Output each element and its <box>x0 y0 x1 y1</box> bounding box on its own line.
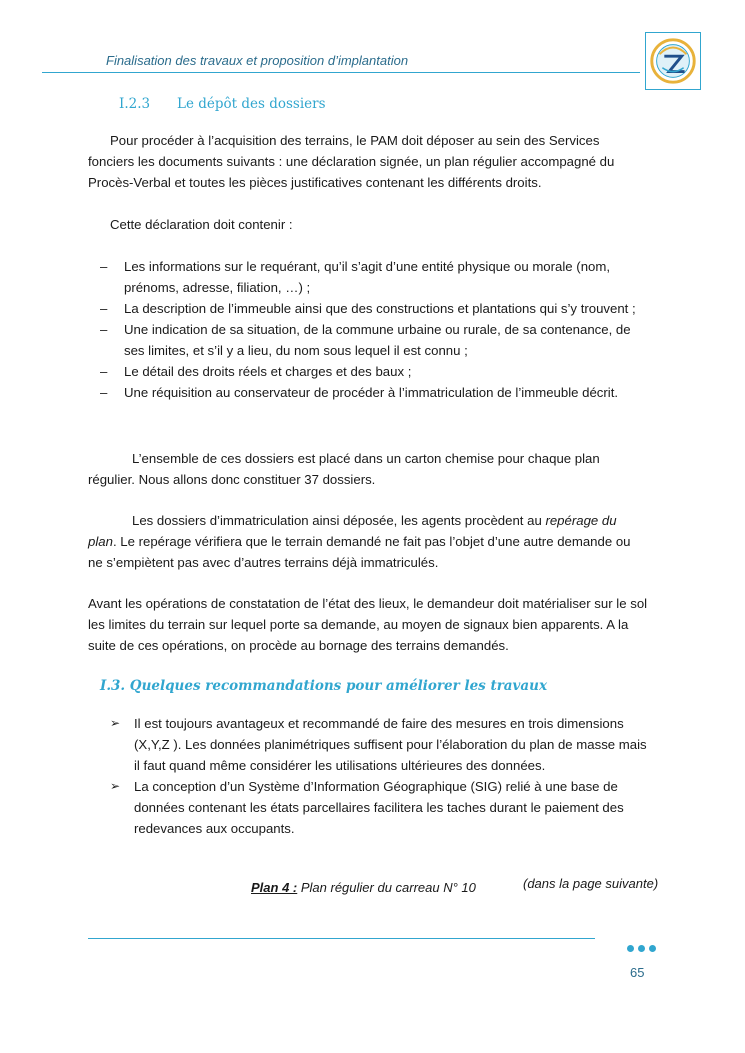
paragraph-bornage: Avant les opérations de constatation de l’état des lieux, le demandeur doit matérialiser sur le sol les limites du terrain sur lequel porte sa demande, au moyen de signaux bien apparents. A la suite de ces opérations, on procède au bornage des terrains demandés. <box>88 596 648 653</box>
list-item: – Les informations sur le requérant, qu’il s’agit d’une entité physique ou morale (nom, prénoms, adresse, filiation, …) ; <box>88 256 648 298</box>
subsection-heading: I.3. Quelques recommandations pour améliorer les travaux <box>100 678 548 694</box>
list-item: – Le détail des droits réels et charges et des baux ; <box>88 361 648 382</box>
dash-bullet-icon: – <box>100 364 108 379</box>
caption-note: (dans la page suivante) <box>523 876 659 891</box>
paragraph-declaration-intro: Cette déclaration doit contenir : <box>110 217 293 232</box>
declaration-contents-list <box>88 256 648 403</box>
section-number: I.2.3 <box>119 96 151 112</box>
caption-label: Plan 4 : <box>251 880 298 895</box>
dash-bullet-icon: – <box>100 385 108 400</box>
section-title: Le dépôt des dossiers <box>177 96 326 112</box>
section-heading <box>119 96 326 112</box>
figure-caption <box>251 880 476 895</box>
arrow-bullet-icon: ➢ <box>110 716 121 730</box>
paragraph-reperage: Les dossiers d’immatriculation ainsi déposée, les agents procèdent au repérage du plan. Le repérage vérifiera que le terrain demandé ne fait pas l’objet d’une autre demande ou ne s’empiètent pas avec d’autres terrains déjà immatriculés. <box>88 513 631 570</box>
dash-bullet-icon: – <box>100 259 108 274</box>
paragraph-dossiers-count: L’ensemble de ces dossiers est placé dans un carton chemise pour chaque plan régulier. Nous allons donc constituer 37 dossiers. <box>88 451 600 487</box>
ellipsis-dots-icon <box>627 945 656 952</box>
arrow-bullet-icon: ➢ <box>110 779 121 793</box>
list-item: – La description de l’immeuble ainsi que des constructions et plantations qui s’y trouvent ; <box>88 298 648 319</box>
list-item: ➢ La conception d’un Système d’Information Géographique (SIG) relié à une base de données contenant les états parcellaires facilitera les taches durant le paiement des redevances aux occupants. <box>110 776 655 839</box>
list-item: – Une indication de sa situation, de la commune urbaine ou rurale, de sa contenance, de ses limites, et s’il y a lieu, du nom sous lequel il est connu ; <box>88 319 648 361</box>
page-number: 65 <box>630 965 645 980</box>
logo-emblem-icon <box>646 33 700 89</box>
header-rule <box>42 72 640 73</box>
recommendations-list <box>110 713 655 839</box>
emphasis-reperage: repérage du plan <box>88 513 617 549</box>
paragraph-acquisition: Pour procéder à l’acquisition des terrains, le PAM doit déposer au sein des Services fonciers les documents suivants : une déclaration signée, un plan régulier accompagné du Procès-Verbal et toutes les pièces justificatives contenant les différents droits. <box>88 133 615 190</box>
dash-bullet-icon: – <box>100 322 108 337</box>
list-item: ➢ Il est toujours avantageux et recommandé de faire des mesures en trois dimensions (X,Y,Z ). Les données planimétriques suffisent pour l’élaboration du plan de masse mais il faut quand même considérer les utilisations ultérieures des données. <box>110 713 655 776</box>
caption-text: Plan régulier du carreau N° 10 <box>297 880 476 895</box>
institution-logo <box>645 32 701 90</box>
list-item: – Une réquisition au conservateur de procéder à l’immatriculation de l’immeuble décrit. <box>88 382 648 403</box>
running-header: Finalisation des travaux et proposition d’implantation <box>106 53 409 68</box>
dash-bullet-icon: – <box>100 301 108 316</box>
footer-rule <box>88 938 595 939</box>
